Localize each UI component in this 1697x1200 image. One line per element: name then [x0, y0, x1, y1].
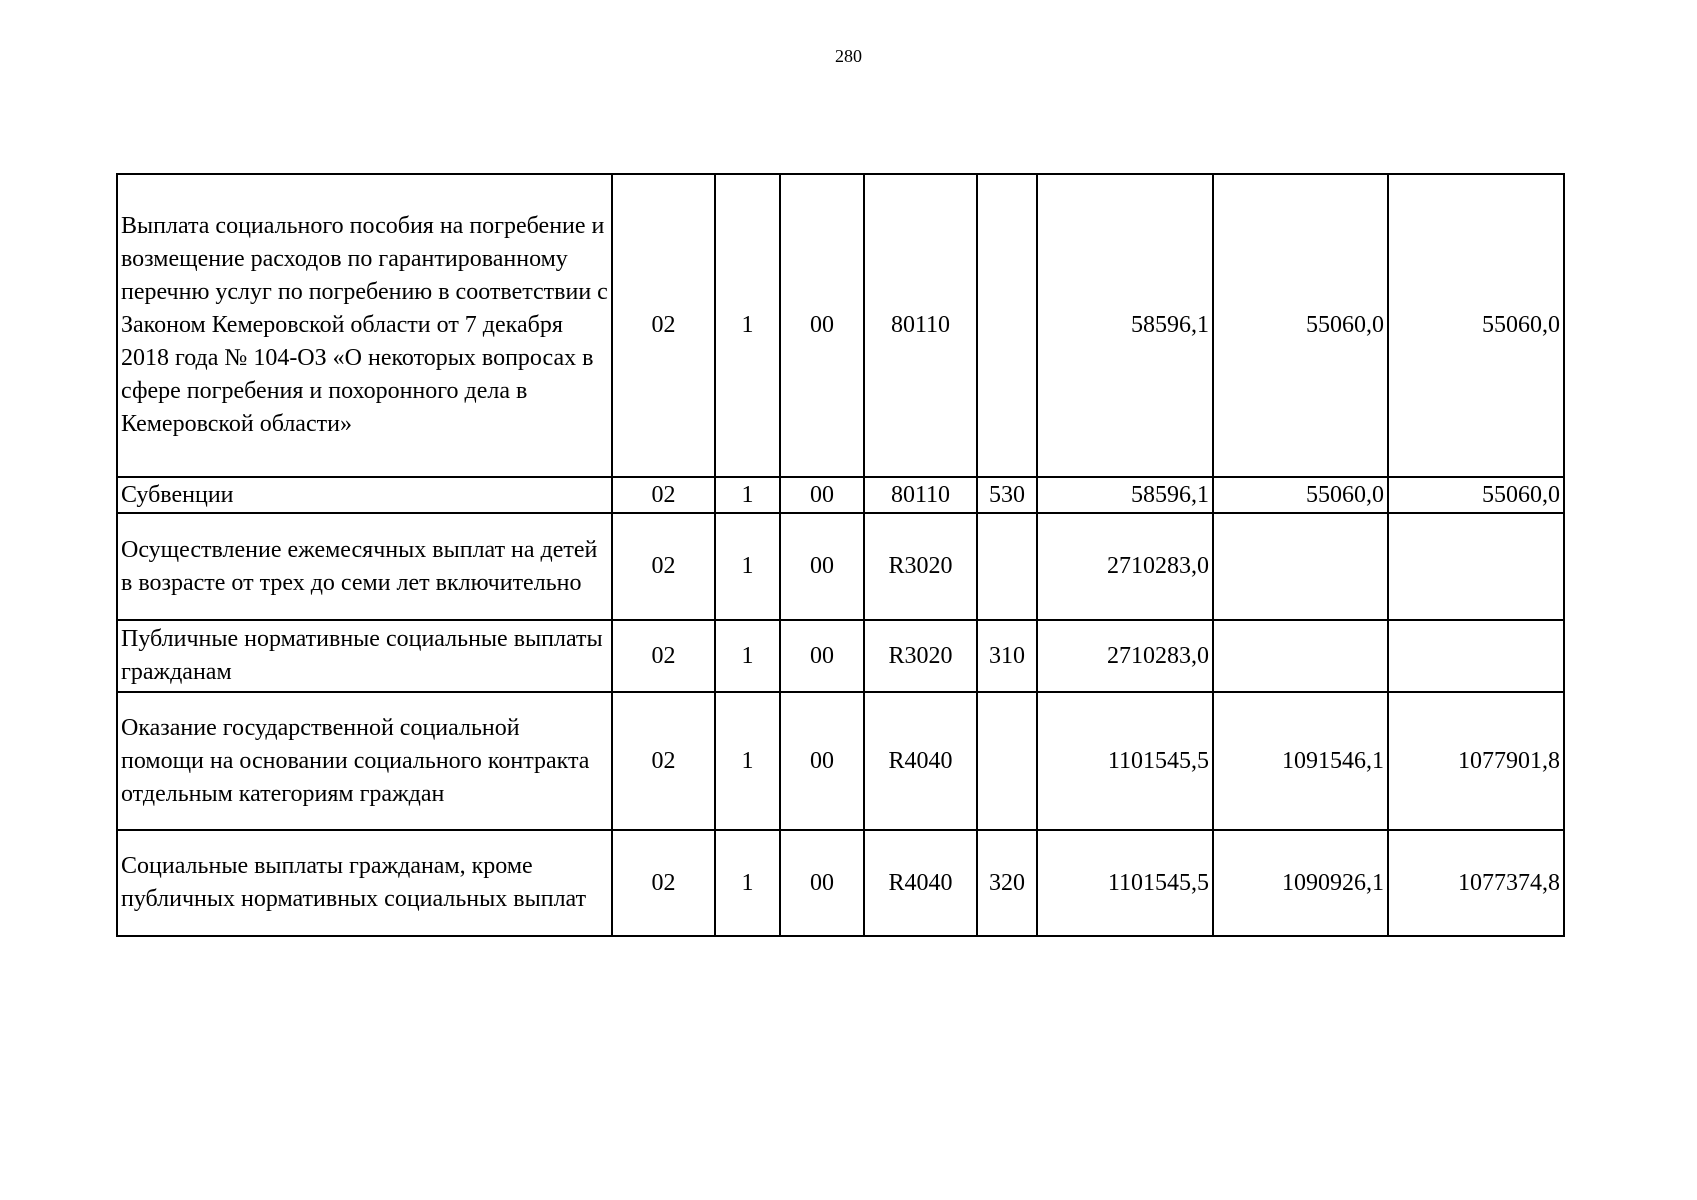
year2-amount: [1213, 513, 1388, 620]
page-number: 280: [835, 46, 862, 66]
year2-amount: 1091546,1: [1213, 692, 1388, 830]
table-row: [117, 513, 1564, 620]
year1-amount: 1101545,5: [1037, 830, 1213, 936]
code-cell: R4040: [864, 692, 977, 830]
direction-cell: 00: [780, 620, 864, 692]
year1-amount: 2710283,0: [1037, 620, 1213, 692]
table-row: [117, 620, 1564, 692]
subprogram-cell: 1: [715, 513, 780, 620]
type-cell: 310: [977, 620, 1037, 692]
table-row: [117, 477, 1564, 513]
row-name-cell: Осуществление ежемесячных выплат на детей в возрасте от трех до семи лет включительно: [117, 513, 612, 620]
table-row: [117, 830, 1564, 936]
direction-cell: 00: [780, 830, 864, 936]
year2-amount: 55060,0: [1213, 174, 1388, 477]
year2-amount: 55060,0: [1213, 477, 1388, 513]
year3-amount: 1077374,8: [1388, 830, 1564, 936]
year3-amount: [1388, 620, 1564, 692]
section-cell: 02: [612, 620, 715, 692]
subprogram-cell: 1: [715, 477, 780, 513]
section-cell: 02: [612, 692, 715, 830]
code-cell: R3020: [864, 513, 977, 620]
year3-amount: 1077901,8: [1388, 692, 1564, 830]
code-cell: 80110: [864, 477, 977, 513]
subprogram-cell: 1: [715, 830, 780, 936]
row-name-cell: Выплата социального пособия на погребение и возмещение расходов по гарантированному перечню услуг по погребению в соответствии с Законом Кемеровской области от 7 декабря 2018 года № 104-ОЗ «О некоторых вопросах в сфере погребения и похоронного дела в Кемеровской области»: [117, 174, 612, 477]
subprogram-cell: 1: [715, 620, 780, 692]
year2-amount: [1213, 620, 1388, 692]
row-name-cell: Субвенции: [117, 477, 612, 513]
type-cell: 530: [977, 477, 1037, 513]
type-cell: 320: [977, 830, 1037, 936]
direction-cell: 00: [780, 692, 864, 830]
direction-cell: 00: [780, 513, 864, 620]
year3-amount: 55060,0: [1388, 477, 1564, 513]
year1-amount: 58596,1: [1037, 477, 1213, 513]
year1-amount: 1101545,5: [1037, 692, 1213, 830]
budget-table: [116, 173, 1565, 937]
section-cell: 02: [612, 513, 715, 620]
row-name-cell: Публичные нормативные социальные выплаты гражданам: [117, 620, 612, 692]
code-cell: 80110: [864, 174, 977, 477]
row-name-cell: Оказание государственной социальной помощи на основании социального контракта отдельным категориям граждан: [117, 692, 612, 830]
subprogram-cell: 1: [715, 174, 780, 477]
section-cell: 02: [612, 477, 715, 513]
row-name-cell: Социальные выплаты гражданам, кроме публичных нормативных социальных выплат: [117, 830, 612, 936]
type-cell: [977, 174, 1037, 477]
year1-amount: 58596,1: [1037, 174, 1213, 477]
year1-amount: 2710283,0: [1037, 513, 1213, 620]
code-cell: R3020: [864, 620, 977, 692]
table-row: [117, 174, 1564, 477]
code-cell: R4040: [864, 830, 977, 936]
type-cell: [977, 513, 1037, 620]
year2-amount: 1090926,1: [1213, 830, 1388, 936]
section-cell: 02: [612, 174, 715, 477]
direction-cell: 00: [780, 174, 864, 477]
subprogram-cell: 1: [715, 692, 780, 830]
type-cell: [977, 692, 1037, 830]
table-row: [117, 692, 1564, 830]
year3-amount: 55060,0: [1388, 174, 1564, 477]
year3-amount: [1388, 513, 1564, 620]
direction-cell: 00: [780, 477, 864, 513]
section-cell: 02: [612, 830, 715, 936]
